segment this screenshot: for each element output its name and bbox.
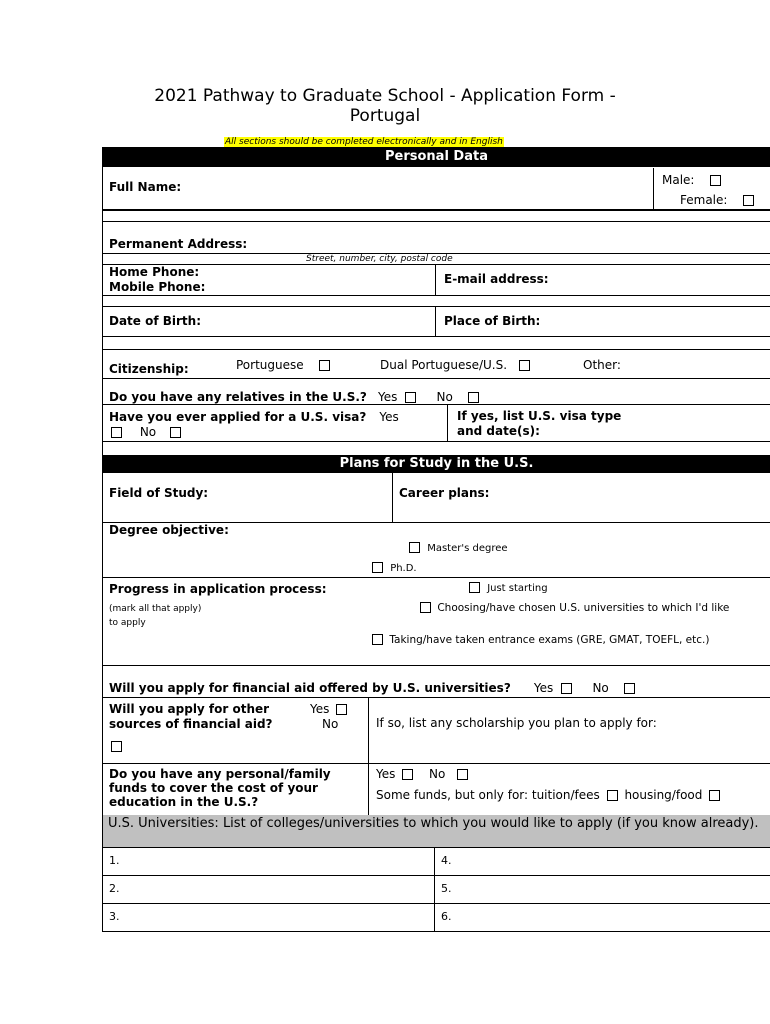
divider <box>368 763 369 815</box>
university-slot-2[interactable]: 2. <box>109 882 120 895</box>
visa-checkboxes <box>111 425 181 440</box>
just-starting-label: Just starting <box>487 583 548 594</box>
taking-checkbox[interactable] <box>372 634 383 645</box>
divider <box>435 264 436 295</box>
progress-label: Progress in application process: <box>109 582 327 596</box>
some-funds-row <box>376 788 720 803</box>
career-plans-label: Career plans: <box>399 486 490 500</box>
aid-no-label: No <box>592 681 609 695</box>
other-aid-no <box>111 735 122 754</box>
choosing-checkbox[interactable] <box>420 602 431 613</box>
divider <box>103 875 770 876</box>
visa-yes-label: Yes <box>379 410 399 424</box>
visa-no-label: No <box>139 425 157 439</box>
divider <box>392 473 393 522</box>
title-line-1: 2021 Pathway to Graduate School - Application Form - <box>154 86 616 106</box>
pob-label: Place of Birth: <box>444 314 541 328</box>
other-aid-question-2: sources of financial aid? <box>109 717 273 731</box>
funds-yes-no <box>376 767 468 782</box>
full-name-label: Full Name: <box>109 180 182 194</box>
divider <box>103 378 770 379</box>
field-of-study-label: Field of Study: <box>109 486 209 500</box>
aid-row <box>109 677 635 696</box>
aid-yes-label: Yes <box>533 681 554 695</box>
visa-row <box>109 406 399 425</box>
portuguese-checkbox[interactable] <box>319 360 330 371</box>
divider <box>434 847 435 932</box>
choosing-option <box>420 602 729 614</box>
university-slot-3[interactable]: 3. <box>109 910 120 923</box>
title-line-2: Portugal <box>349 106 421 126</box>
some-funds-label: Some funds, but only for: tuition/fees <box>376 788 600 802</box>
completion-note: All sections should be completed electronically and in English <box>225 137 503 147</box>
relatives-row <box>109 386 479 405</box>
visa-yes-checkbox[interactable] <box>111 427 122 438</box>
aid-no-checkbox[interactable] <box>624 683 635 694</box>
just-starting-option <box>469 582 548 594</box>
taking-option <box>372 634 709 646</box>
male-checkbox[interactable] <box>710 175 721 186</box>
female-option <box>680 193 754 208</box>
divider <box>103 349 770 350</box>
portuguese-option <box>236 358 330 373</box>
divider <box>103 665 770 666</box>
other-aid-no-checkbox[interactable] <box>111 741 122 752</box>
address-hint: Street, number, city, postal code <box>306 254 453 264</box>
visa-list-label-2: and date(s): <box>457 424 540 438</box>
female-checkbox[interactable] <box>743 195 754 206</box>
other-aid-yes-checkbox[interactable] <box>336 704 347 715</box>
visa-question: Have you ever applied for a U.S. visa? <box>109 410 367 424</box>
page-title <box>0 86 770 126</box>
funds-no-checkbox[interactable] <box>457 769 468 780</box>
aid-question: Will you apply for financial aid offered by U.S. universities? <box>109 681 511 695</box>
to-apply-note: to apply <box>109 618 146 628</box>
phd-label: Ph.D. <box>390 563 417 574</box>
funds-yes-checkbox[interactable] <box>402 769 413 780</box>
female-label: Female: <box>680 193 728 207</box>
male-option <box>662 173 721 188</box>
divider <box>103 577 770 578</box>
funds-question-1: Do you have any personal/family <box>109 767 331 781</box>
other-aid-no-label: No <box>322 717 339 731</box>
citizenship-label: Citizenship: <box>109 362 189 376</box>
male-label: Male: <box>662 173 695 187</box>
visa-list-label-1: If yes, list U.S. visa type <box>457 409 622 423</box>
mobile-phone-label: Mobile Phone: <box>109 280 206 294</box>
relatives-yes-checkbox[interactable] <box>405 392 416 403</box>
email-label: E-mail address: <box>444 272 549 286</box>
divider <box>103 903 770 904</box>
dual-checkbox[interactable] <box>519 360 530 371</box>
funds-no-label: No <box>429 767 446 781</box>
divider <box>103 264 770 265</box>
divider <box>103 931 770 932</box>
portuguese-label: Portuguese <box>236 358 304 372</box>
divider <box>435 306 436 336</box>
relatives-no-label: No <box>436 390 453 404</box>
permanent-address-label: Permanent Address: <box>109 237 248 251</box>
university-slot-6[interactable]: 6. <box>441 910 452 923</box>
personal-data-header: Personal Data <box>103 147 770 167</box>
divider <box>103 441 770 442</box>
university-slot-4[interactable]: 4. <box>441 854 452 867</box>
divider <box>447 404 448 442</box>
university-slot-1[interactable]: 1. <box>109 854 120 867</box>
divider <box>103 336 770 337</box>
study-plans-header: Plans for Study in the U.S. <box>103 455 770 473</box>
relatives-yes-label: Yes <box>377 390 398 404</box>
relatives-no-checkbox[interactable] <box>468 392 479 403</box>
divider <box>103 306 770 307</box>
masters-option <box>409 542 508 554</box>
funds-yes-label: Yes <box>376 767 396 781</box>
other-citizenship-label: Other: <box>583 358 621 372</box>
mark-all-note: (mark all that apply) <box>109 604 202 614</box>
divider <box>368 697 369 763</box>
universities-header: U.S. Universities: List of colleges/universities to which you would like to apply (if you know already). <box>103 815 770 847</box>
citizenship-row <box>109 358 189 377</box>
other-aid-yes <box>310 702 347 717</box>
housing-checkbox[interactable] <box>709 790 720 801</box>
choosing-label: Choosing/have chosen U.S. universities to which I'd like <box>437 602 730 614</box>
tuition-checkbox[interactable] <box>607 790 618 801</box>
phd-option <box>372 562 417 574</box>
other-aid-question-1: Will you apply for other <box>109 702 270 716</box>
funds-question-2: funds to cover the cost of your <box>109 781 318 795</box>
visa-no-checkbox[interactable] <box>170 427 181 438</box>
taking-label: Taking/have taken entrance exams (GRE, GMAT, TOEFL, etc.) <box>389 634 710 646</box>
divider <box>103 295 770 296</box>
phd-checkbox[interactable] <box>372 562 383 573</box>
university-slot-5[interactable]: 5. <box>441 882 452 895</box>
masters-checkbox[interactable] <box>409 542 420 553</box>
degree-objective-label: Degree objective: <box>109 523 229 537</box>
divider <box>103 763 770 764</box>
divider <box>103 404 770 405</box>
funds-question-3: education in the U.S.? <box>109 795 259 809</box>
divider <box>103 221 770 222</box>
just-starting-checkbox[interactable] <box>469 582 480 593</box>
divider <box>103 697 770 698</box>
divider <box>653 168 654 209</box>
home-phone-label: Home Phone: <box>109 265 200 279</box>
relatives-question: Do you have any relatives in the U.S.? <box>109 390 367 404</box>
divider <box>103 847 770 848</box>
housing-label: housing/food <box>624 788 703 802</box>
divider <box>103 209 770 211</box>
aid-yes-checkbox[interactable] <box>561 683 572 694</box>
other-aid-yes-label: Yes <box>310 702 330 716</box>
masters-label: Master's degree <box>427 543 508 554</box>
dual-label: Dual Portuguese/U.S. <box>380 358 508 372</box>
scholarship-label: If so, list any scholarship you plan to apply for: <box>376 716 657 730</box>
dob-label: Date of Birth: <box>109 314 202 328</box>
dual-option <box>380 358 530 373</box>
